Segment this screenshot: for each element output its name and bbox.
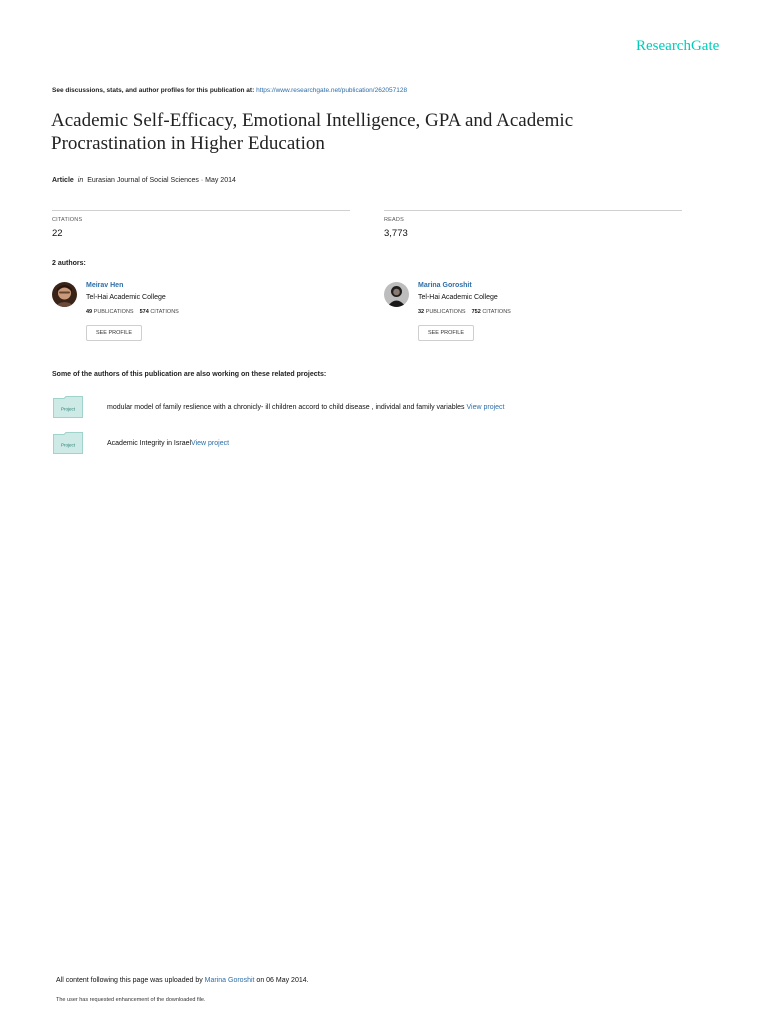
citations-divider	[52, 210, 350, 211]
upload-suffix: on 06 May 2014.	[256, 977, 309, 984]
author-avatar-meirav-hen[interactable]	[52, 282, 77, 307]
discussion-prefix: See discussions, stats, and author profiles for this publication at:	[52, 87, 255, 94]
citations-count: 752	[471, 309, 481, 315]
publication-url-link[interactable]: https://www.researchgate.net/publication/262057128	[256, 87, 408, 94]
journal-name: Eurasian Journal of Social Sciences · May 2014	[87, 177, 236, 184]
avatar-photo-icon	[384, 282, 409, 307]
publications-count: 49	[86, 309, 93, 315]
author-name-link[interactable]: Marina Goroshit	[418, 282, 472, 289]
project-item	[107, 440, 229, 447]
view-project-link[interactable]: View project	[466, 404, 505, 411]
citations-label: CITATIONS	[482, 309, 511, 315]
citations-value: 22	[52, 228, 63, 239]
project-description: modular model of family reslience with a chronicly- ill children accord to child disease , individal and family variables	[107, 404, 465, 411]
authors-heading: 2 authors:	[52, 260, 86, 267]
upload-notice	[56, 977, 309, 984]
author-stats	[86, 309, 179, 315]
avatar-photo-icon	[52, 282, 77, 307]
reads-value: 3,773	[384, 228, 408, 239]
author-stats	[418, 309, 511, 315]
publications-label: PUBLICATIONS	[425, 309, 466, 315]
author-name-link[interactable]: Meirav Hen	[86, 282, 124, 289]
researchgate-logo[interactable]: ResearchGate	[636, 38, 720, 54]
upload-prefix: All content following this page was uploaded by	[56, 977, 203, 984]
reads-divider	[384, 210, 682, 211]
publication-meta	[52, 177, 236, 184]
project-description: Academic Integrity in Israel	[107, 440, 192, 447]
related-projects-heading: Some of the authors of this publication are also working on these related projects:	[52, 371, 327, 378]
project-icon-label: Project	[60, 442, 76, 448]
project-item	[107, 404, 505, 411]
discussion-line	[52, 87, 407, 94]
project-folder-icon	[53, 432, 83, 454]
reads-label: READS	[384, 217, 404, 223]
see-profile-button[interactable]: SEE PROFILE	[418, 325, 474, 341]
citations-label: CITATIONS	[150, 309, 179, 315]
author-avatar-marina-goroshit[interactable]	[384, 282, 409, 307]
citations-count: 574	[139, 309, 149, 315]
project-folder-icon	[53, 396, 83, 418]
view-project-link[interactable]: View project	[191, 440, 230, 447]
in-label: in	[77, 177, 84, 184]
enhancement-note: The user has requested enhancement of the downloaded file.	[56, 997, 206, 1003]
author-institution: Tel-Hai Academic College	[418, 294, 498, 301]
author-institution: Tel-Hai Academic College	[86, 294, 166, 301]
see-profile-button[interactable]: SEE PROFILE	[86, 325, 142, 341]
publication-type: Article	[52, 177, 74, 184]
publications-count: 32	[418, 309, 425, 315]
publication-title: Academic Self-Efficacy, Emotional Intelligence, GPA and Academic Procrastination in Higher Education	[51, 110, 574, 154]
citations-label: CITATIONS	[52, 217, 83, 223]
project-icon-label: Project	[60, 406, 76, 412]
uploader-link[interactable]: Marina Goroshit	[204, 977, 255, 984]
publications-label: PUBLICATIONS	[93, 309, 134, 315]
